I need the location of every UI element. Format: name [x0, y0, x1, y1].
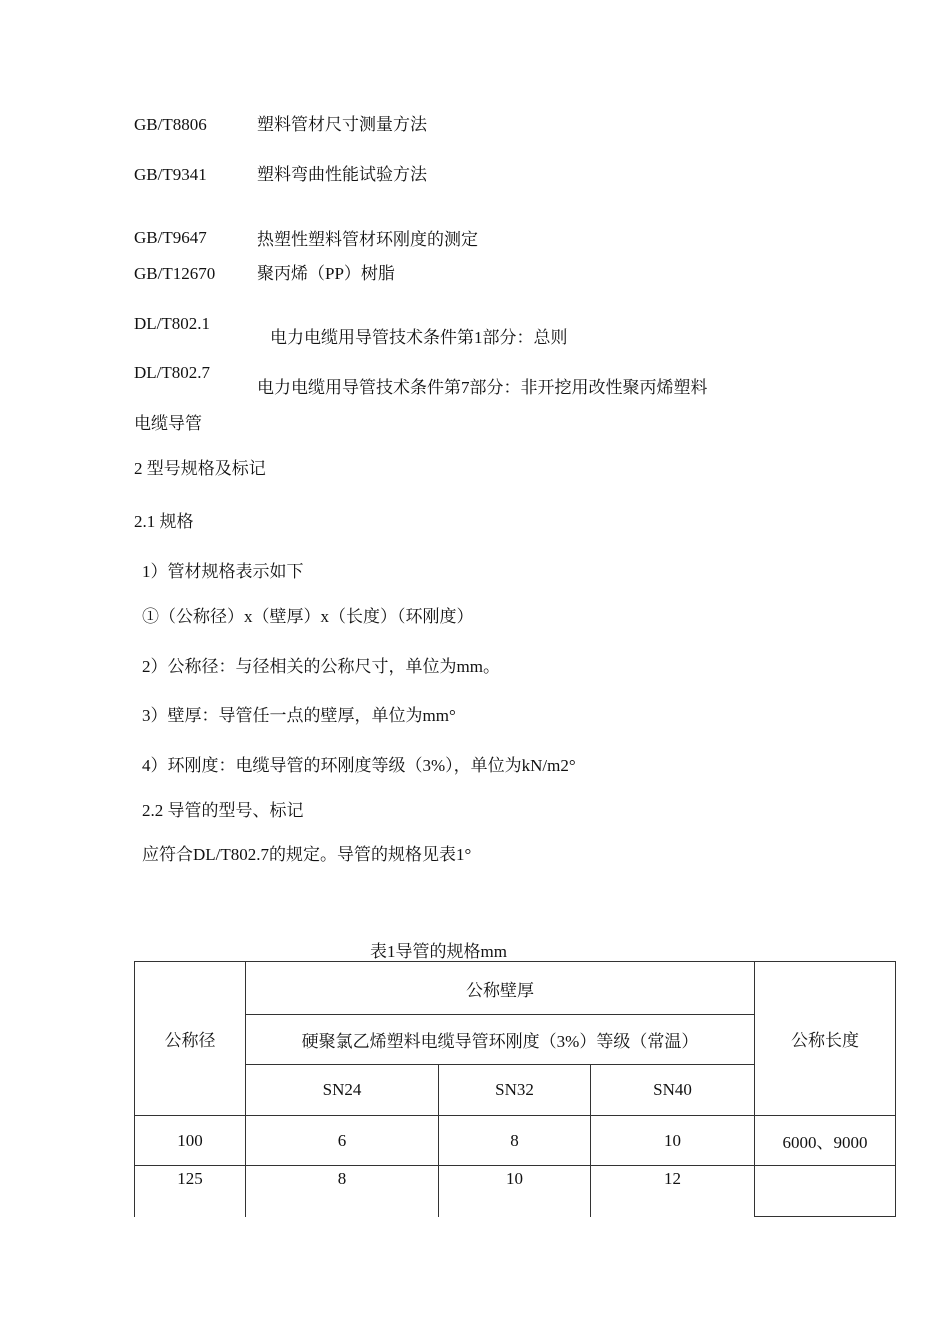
- standard-code: GB/T9341: [134, 165, 207, 184]
- cell-value: 6: [246, 1116, 439, 1166]
- spec-item: 2）公称径：与径相关的公称尺寸，单位为mm。: [142, 657, 500, 676]
- header-wall: 公称壁厚: [246, 962, 755, 1015]
- cell-value: 10: [591, 1116, 755, 1166]
- cell-diameter: 125: [135, 1166, 246, 1217]
- header-grade: SN32: [439, 1065, 591, 1116]
- header-diameter: 公称径: [135, 962, 246, 1116]
- cell-length: 6000、9000: [755, 1116, 896, 1166]
- standard-code: DL/T802.7: [134, 363, 211, 382]
- header-grade: SN40: [591, 1065, 755, 1116]
- standard-title: 电力电缆用导管技术条件第7部分：非开挖用改性聚丙烯塑料: [257, 378, 708, 397]
- header-length: 公称长度: [755, 962, 896, 1116]
- standard-title: 塑料管材尺寸测量方法: [257, 115, 427, 134]
- subsection-heading: 2.1 规格: [134, 512, 194, 531]
- cell-value: 10: [439, 1166, 591, 1217]
- cell-value: 12: [591, 1166, 755, 1217]
- standard-code: GB/T12670: [134, 264, 216, 283]
- standard-title-continuation: 电缆导管: [134, 414, 202, 433]
- standard-title: 热塑性塑料管材环刚度的测定: [257, 230, 478, 249]
- cell-value: 8: [246, 1166, 439, 1217]
- standard-code: DL/T802.1: [134, 314, 211, 333]
- standard-code: GB/T8806: [134, 115, 207, 134]
- paragraph: 应符合DL/T802.7的规定。导管的规格见表1°: [142, 845, 472, 864]
- cell-value: 8: [439, 1116, 591, 1166]
- cell-length: [755, 1166, 896, 1217]
- table-row: [135, 1116, 896, 1166]
- cell-diameter: 100: [135, 1116, 246, 1166]
- table-row: [135, 1166, 896, 1217]
- standard-title: 塑料弯曲性能试验方法: [257, 165, 427, 184]
- spec-item: 1）管材规格表示如下: [142, 562, 304, 581]
- table-caption: 表1导管的规格mm: [370, 942, 507, 961]
- header-grade: SN24: [246, 1065, 439, 1116]
- spec-item: 4）环刚度：电缆导管的环刚度等级（3%），单位为kN/m2°: [142, 756, 576, 775]
- standard-code: GB/T9647: [134, 228, 207, 247]
- spec-item: 3）壁厚：导管任一点的壁厚，单位为mm°: [142, 706, 456, 725]
- section-heading: 2 型号规格及标记: [134, 459, 266, 478]
- subsection-heading: 2.2 导管的型号、标记: [142, 801, 304, 820]
- spec-item: ①（公称径）x（壁厚）x（长度）（环刚度）: [142, 607, 474, 626]
- standard-title: 聚丙烯（PP）树脂: [257, 264, 395, 283]
- standard-title: 电力电缆用导管技术条件第1部分：总则: [270, 328, 568, 347]
- spec-table: [134, 961, 896, 1217]
- header-stiffness: 硬聚氯乙烯塑料电缆导管环刚度（3%）等级（常温）: [246, 1015, 755, 1065]
